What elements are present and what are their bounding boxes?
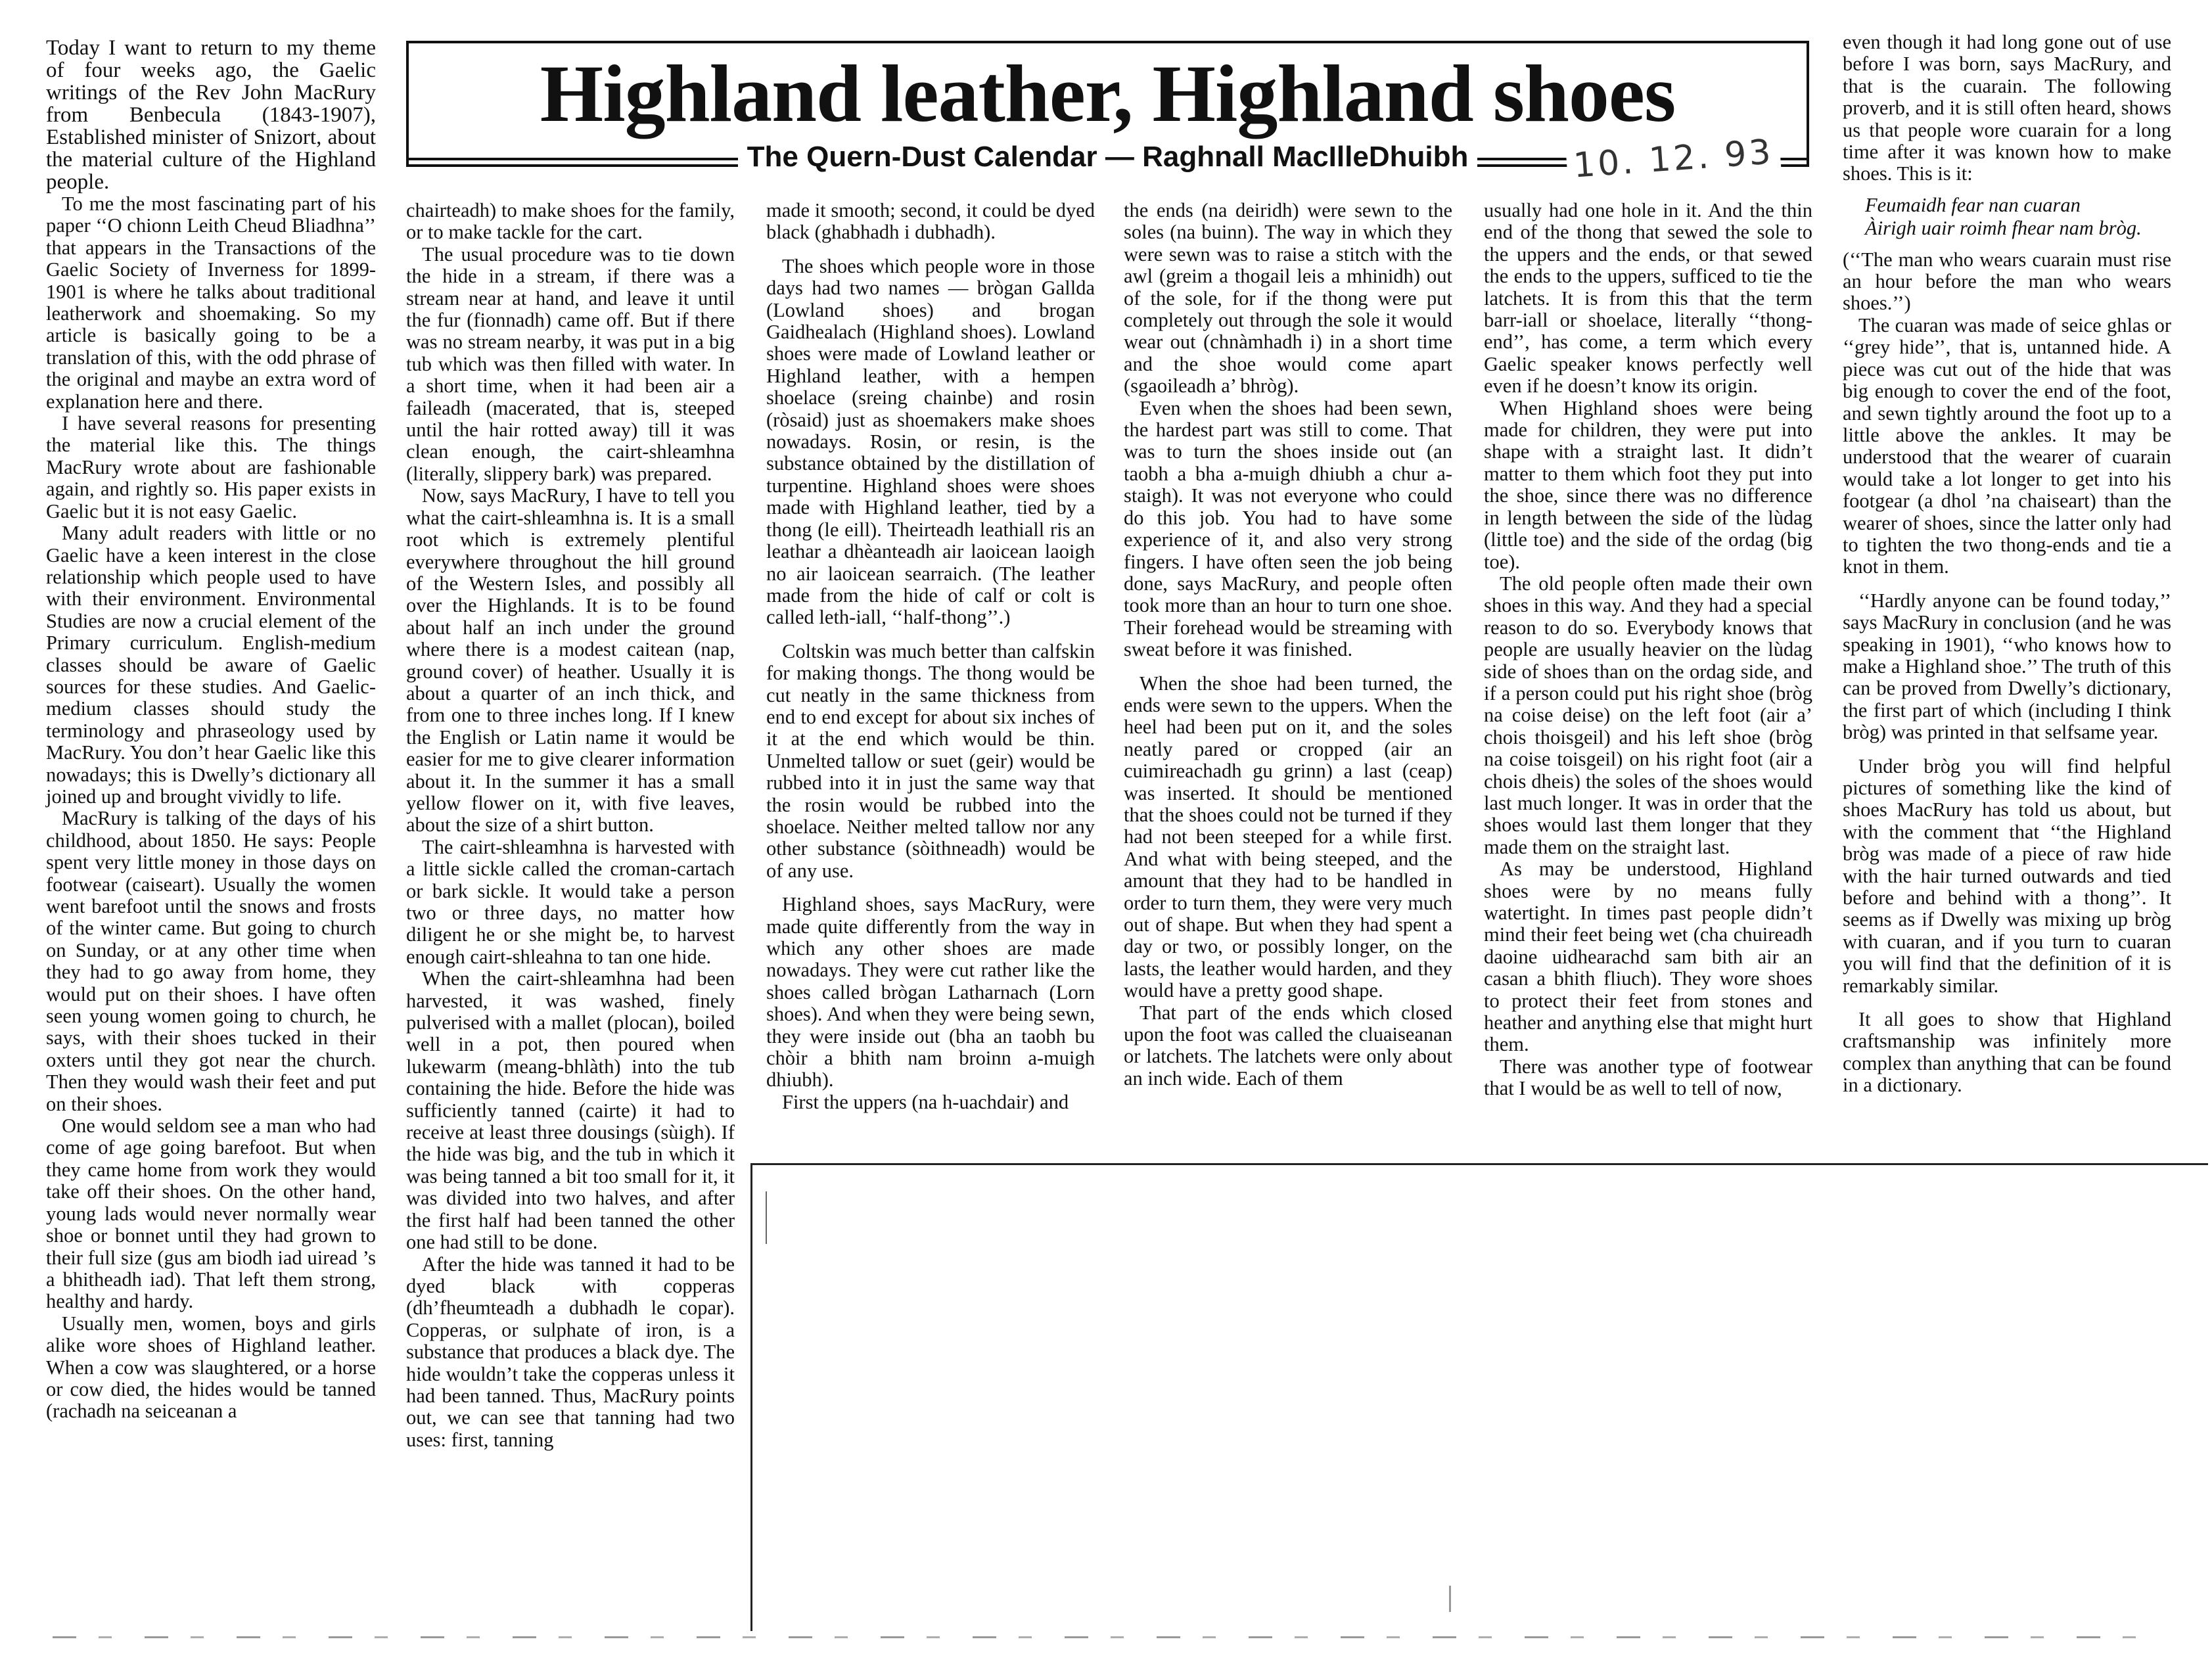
column-2 bbox=[406, 200, 735, 1451]
paragraph: chairteadh) to make shoes for the family, or to make tackle for the cart. bbox=[406, 199, 735, 244]
paragraph: One would seldom see a man who had come of age going barefoot. But when they came home from work they would take off their shoes. On the other hand, young lads would never normally wear shoe or bonnet until they had grown to their full size (gus am biodh iad uiread ’s a bhitheadh iad). That left them strong, healthy and hardy. bbox=[46, 1115, 376, 1313]
paragraph: When Highland shoes were being made for children, they were put into shape with a straight last. It didn’t matter to them which foot they put into the shoe, since there was no difference in length between the side of the lùdag (little toe) and the side of the ordag (big toe). bbox=[1484, 396, 1812, 573]
blank-photo-area bbox=[750, 1163, 2208, 1631]
paragraph: MacRury is talking of the days of his childhood, about 1850. He says: People spent very little money in those days on footwear (caiseart). Usually the women went barefoot until the snows and frosts of the winter came. But going to church on Sunday, or at any other time when they had to go away from home, they would put on their shoes. I have often seen young women going to church, he says, with their shoes tucked in their oxters until they got near the church. Then they would wash their feet and put on their shoes. bbox=[46, 807, 376, 1115]
paragraph: Now, says MacRury, I have to tell you what the cairt-shleamhna is. It is a small root which is extremely plentiful everywhere throughout the hill ground of the Western Isles, and possibly all over the Highlands. It is to be found about half an inch under the ground where there is a modest caitean (nap, ground cover) of heather. Usually it is about a quarter of an inch thick, and from one to three inches long. If I knew the English or Latin name it would be easier for me to give clearer information about it. In the summer it has a small yellow flower on it, with five leaves, about the size of a shirt button. bbox=[406, 484, 735, 837]
paragraph: even though it had long gone out of use before I was born, says MacRury, and that is the cuarain. The following proverb, and it is still often heard, shows us that people wore cuarain for a long time after it was known how to make shoes. This is it: bbox=[1843, 31, 2171, 185]
paragraph: It all goes to show that Highland craftsmanship was infinitely more complex than anything that can be found in a dictionary. bbox=[1843, 1008, 2171, 1097]
paragraph: The cairt-shleamhna is harvested with a little sickle called the croman-cartach or bark sickle. It would take a person two or three days, no matter how diligent he or she might be, to harvest enough cairt-shleahna to tan one hide. bbox=[406, 835, 735, 968]
column-3 bbox=[766, 200, 1095, 1113]
paragraph: Today I want to return to my theme of four weeks ago, the Gaelic writings of the Rev John MacRury from Benbecula (1843-1907), Established minister of Snizort, about the material culture of the Highland people. bbox=[46, 36, 376, 194]
paragraph: made it smooth; second, it could be dyed black (ghabhadh i dubhadh). bbox=[766, 199, 1095, 244]
paragraph: the ends (na deiridh) were sewn to the soles (na buinn). The way in which they were sewn was to raise a stitch with the awl (greim a thogail leis a mhinidh) out of the sole, for if the thong were put completely out through the sole it would wear out (chnàmhadh i) in a short time and the shoe would come apart (sgaoileadh a’ bhròg). bbox=[1124, 199, 1452, 398]
paragraph: Usually men, women, boys and girls alike wore shoes of Highland leather. When a cow was slaughtered, or a horse or cow died, the hides would be tanned (rachadh na seiceanan a bbox=[46, 1312, 376, 1423]
headline: Highland leather, Highland shoes bbox=[540, 49, 1676, 139]
byline-text: The Quern-Dust Calendar — Raghnall MacIlleDhuibh bbox=[738, 141, 1478, 173]
scan-mark bbox=[1449, 1586, 1451, 1612]
paragraph: That part of the ends which closed upon the foot was called the cluaiseanan or latchets. The latchets were only about an inch wide. Each of them bbox=[1124, 1001, 1452, 1090]
handwritten-date: 10. 12. 93 bbox=[1566, 132, 1782, 186]
column-6 bbox=[1843, 32, 2171, 1097]
column-5 bbox=[1484, 200, 1812, 1100]
paragraph: I have several reasons for presenting the material like this. The things MacRury wrote about are fashionable again, and rightly so. His paper exists in Gaelic but it is not easy Gaelic. bbox=[46, 412, 376, 522]
paragraph: Even when the shoes had been sewn, the hardest part was still to come. That was to turn the shoes inside out (an taobh a bha a-muigh dhiubh a chur a-staigh). It was not everyone who could do this job. You had to have some experience of it, and also very strong fingers. I have often seen the job being done, says MacRury, and people often took more than an hour to turn one shoe. Their forehead would be streaming with sweat before it was finished. bbox=[1124, 396, 1452, 661]
paragraph: ‘‘Hardly anyone can be found today,’’ says MacRury in conclusion (and he was speaking in 1901), ‘‘who knows how to make a Highland shoe.’’ The truth of this can be proved from Dwelly’s dictionary, the first part of which (including I think bròg) was printed in that selfsame year. bbox=[1843, 589, 2171, 744]
paragraph: Under bròg you will find helpful pictures of something like the kind of shoes MacRury has told us about, but with the comment that ‘‘the Highland bròg was made of a piece of raw hide with the hair turned outwards and tied before and behind with a thong’’. It seems as if Dwelly was mixing up bròg with cuaran, and if you turn to cuaran you will find that the definition of it is remarkably similar. bbox=[1843, 754, 2171, 997]
paragraph: As may be understood, Highland shoes were by no means fully watertight. In times past people didn’t mind their feet being wet (cha chuireadh daoine uidhearachd sam bith air an casan a bhith fliuch). They wore shoes to protect their feet from stones and heather and anything else that might hurt them. bbox=[1484, 858, 1812, 1056]
scan-artifact-line bbox=[53, 1636, 2155, 1638]
scan-mark bbox=[766, 1191, 767, 1244]
column-1 bbox=[46, 37, 376, 1423]
proverb-line: Àirigh uair roimh fhear nam bròg. bbox=[1865, 217, 2142, 240]
proverb-line: Feumaidh fear nan cuaran bbox=[1865, 193, 2081, 216]
paragraph: To me the most fascinating part of his paper ‘‘O chionn Leith Cheud Bliadhna’’ that appears in the Transactions of the Gaelic Society of Inverness for 1899-1901 is where he talks about traditional leatherwork and shoemaking. So my article is basically going to be a translation of this, with the odd phrase of the original and maybe an extra word of explanation here and there. bbox=[46, 193, 376, 413]
paragraph: Many adult readers with little or no Gaelic have a keen interest in the close relationship which people used to have with their environment. Environmental Studies are now a crucial element of the Primary curriculum. English-medium classes should be aware of Gaelic sources for these studies. And Gaelic-medium classes should study the terminology and phraseology used by MacRury. You don’t hear Gaelic like this nowadays; this is Dwelly’s dictionary all joined up and brought vividly to life. bbox=[46, 522, 376, 808]
paragraph: The cuaran was made of seice ghlas or ‘‘grey hide’’, that is, untanned hide. A piece was cut out of the hide that was big enough to cover the end of the foot, and sewn tightly around the foot up to a little above the ankles. It may be understood that the wearer of cuarain would take a lot longer to get into his footgear (a dhol ’na chaiseart) than the wearer of shoes, since the latter only had to tighten the two thong-ends and tie a knot in them. bbox=[1843, 313, 2171, 578]
paragraph: First the uppers (na h-uachdair) and bbox=[782, 1090, 1069, 1113]
paragraph: Coltskin was much better than calfskin for making thongs. The thong would be cut neatly in the same thickness from end to end except for about six inches of it at the end which would be thin. Unmelted tallow or suet (geir) would be rubbed into it in just the same way that the rosin would be rubbed into the shoelace. Neither melted tallow nor any other substance (sòithneadh) would be of any use. bbox=[766, 639, 1095, 882]
paragraph: When the shoe had been turned, the ends were sewn to the uppers. When the heel had been put on it, and the soles neatly pared or cropped (air an cuimireachadh gu grinn) a last (ceap) was inserted. It should be mentioned that the shoes could not be turned if they had not been steeped for a while first. And what with being steeped, and the amount that they had to be handled in order to turn them, they were very much out of shape. But when they had spent a day or two, or possibly longer, on the lasts, the leather would harden, and they would have a pretty good shape. bbox=[1124, 672, 1452, 1002]
paragraph: (‘‘The man who wears cuarain must rise an hour before the man who wears shoes.’’) bbox=[1843, 248, 2171, 315]
headline-box bbox=[406, 41, 1809, 186]
paragraph: Highland shoes, says MacRury, were made quite differently from the way in which any other shoes are made nowadays. They were cut rather like the shoes called brògan Latharnach (Lorn shoes). And when they were being sewn, they were inside out (bha an taobh bu chòir a bhith nam broinn a-muigh dhiubh). bbox=[766, 893, 1095, 1092]
paragraph: The shoes which people wore in those days had two names — brògan Gallda (Lowland shoes) and brogan Gaidhealach (Highland shoes). Lowland shoes were made of Lowland leather or Highland leather, with a hempen shoelace (sreing chainbe) and rosin (ròsaid) just as shoemakers make shoes nowadays. Rosin, or resin, is the substance obtained by the distillation of turpentine. Highland shoes were shoes made with Highland leather, tied by a thong (le eill). Theirteadh leathiall ris an leathar a dhèanteadh air laoicean laoigh no air laoicean searraich. (The leather made from the hide of calf or colt is called leth-iall, ‘‘half-thong’’.) bbox=[766, 254, 1095, 629]
column-4 bbox=[1124, 200, 1452, 1090]
paragraph: usually had one hole in it. And the thin end of the thong that sewed the sole to the uppers and the ends, or that sewed the ends to the uppers, sufficed to tie the latchets. It is from this that the term barr-iall or shoelace, literally ‘‘thong-end’’, has come, a term which every Gaelic speaker knows perfectly well even if he doesn’t know its origin. bbox=[1484, 199, 1812, 398]
paragraph: The usual procedure was to tie down the hide in a stream, if there was a stream near at hand, and leave it until the fur (fionnadh) came off. But if there was no stream nearby, it was put in a big tub which was then filled with water. In a short time, when it had been air a faileadh (macerated, that is, steeped until the hair rotted away) till it was clean enough, the cairt-shleamhna (literally, slippery bark) was prepared. bbox=[406, 242, 735, 485]
paragraph: The old people often made their own shoes in this way. And they had a special reason to do so. Everybody knows that people are usually heavier on the lùdag side of shoes than on the ordag side, and if a person could put his right shoe (bròg na coise deise) on the left foot (air a’ chois thoisgeil) and his left shoe (bròg na coise toisgeil) on his right foot (air a chois dheis) the soles of the shoes would last much longer. It was in order that the shoes would last them longer that they made them on the straight last. bbox=[1484, 572, 1812, 858]
paragraph: When the cairt-shleamhna had been harvested, it was washed, finely pulverised with a mallet (plocan), boiled well in a pot, then poured when lukewarm (meang-bhlàth) into the tub containing the hide. Before the hide was sufficiently tanned (cairte) it had to receive at least three dousings (sùigh). If the hide was big, and the tub in which it was being tanned a bit too small for it, it was divided into two halves, and after the first half had been tanned the other one had still to be done. bbox=[406, 967, 735, 1254]
paragraph: After the hide was tanned it had to be dyed black with copperas (dh’fheumteadh a dubhadh le copar). Copperas, or sulphate of iron, is a substance that produces a black dye. The hide wouldn’t take the copperas unless it had been tanned. Thus, MacRury points out, we can see that tanning had two uses: first, tanning bbox=[406, 1253, 735, 1451]
paragraph: There was another type of footwear that I would be as well to tell of now, bbox=[1484, 1055, 1812, 1100]
